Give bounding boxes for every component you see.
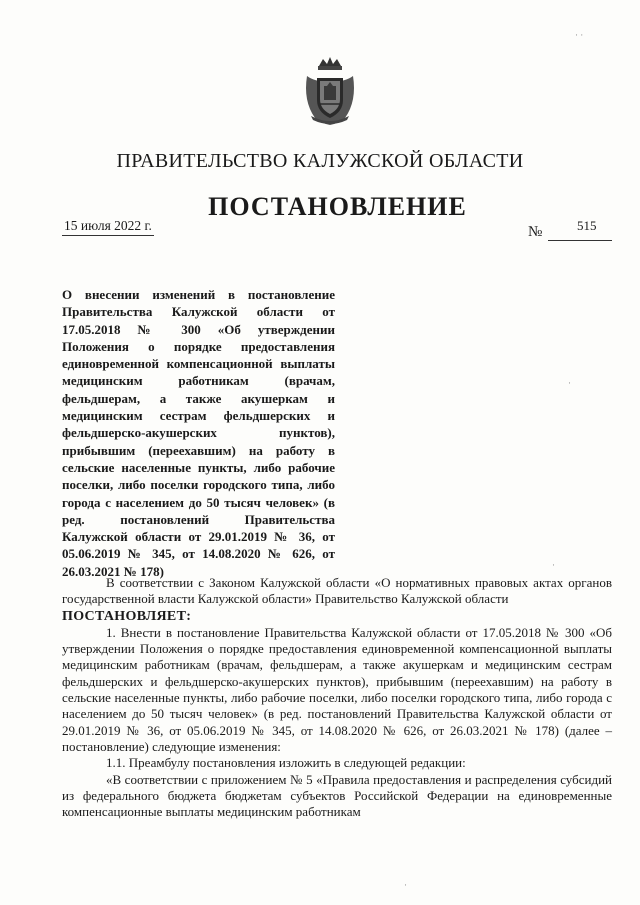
document-number: 515 (577, 218, 597, 233)
resolves-text: ПОСТАНОВЛЯЕТ: (62, 608, 192, 624)
government-title: ПРАВИТЕЛЬСТВО КАЛУЖСКОЙ ОБЛАСТИ (116, 150, 524, 172)
scan-speck: · · (575, 30, 584, 40)
document-date: 15 июля 2022 г. (62, 218, 154, 236)
scan-speck: · (404, 880, 407, 890)
quote-paragraph: «В соответствии с приложением № 5 «Правила предоставления и распределения субсидий из федерального бюджета бюджетам субъектов Российской Федерации на единовременные компенсационные выплаты медицинским работникам (62, 771, 612, 820)
document-kind: ПОСТАНОВЛЕНИЕ (208, 192, 467, 221)
scan-speck: · (552, 560, 555, 570)
preamble-paragraph (62, 575, 612, 608)
resolves-heading (62, 608, 612, 625)
coat-of-arms-emblem-icon (301, 56, 359, 126)
document-subject: О внесении изменений в постановление Правительства Калужской области от 17.05.2018 № 300 «Об утверждении Положения о порядке предоставления единовременной компенсационной выплаты медицинским работникам (врачам, фельдшерам, а также акушеркам и медицинским сестрам фельдшерских и фельдшерско-акушерских пунктов), прибывшим (переехавшим) на работу в сельские населенные пункты, либо рабочие поселки, либо поселки городского типа, либо города с населением до 50 тысяч человек» (в ред. постановлений Правительства Калужской области от 29.01.2019 № 36, от 05.06.2019 № 345, от 14.08.2020 № 626, от 26.03.2021 № 178) (62, 287, 335, 579)
document-number-label: № (528, 224, 543, 240)
scan-speck: · (568, 378, 571, 388)
preamble-text: В соответствии с Законом Калужской области «О нормативных правовых актах органов государственной власти Калужской области» Правительство Калужской области (62, 575, 612, 607)
document-number-line (548, 240, 612, 241)
item-1-1-paragraph: 1.1. Преамбулу постановления изложить в следующей редакции: (106, 755, 466, 771)
document-body (62, 575, 612, 820)
item-1-paragraph: 1. Внести в постановление Правительства Калужской области от 17.05.2018 № 300 «Об утверждении Положения о порядке предоставления единовременной компенсационной выплаты медицинским работникам (врачам, фельдшерам, а также акушеркам и медицинским сестрам фельдшерских и фельдшерско-акушерских пунктов), прибывшим (переехавшим) на работу в сельские населенные пункты, либо рабочие поселки, либо поселки городского типа, либо города с населением до 50 тысяч человек» (в ред. постановлений Правительства Калужской области от 29.01.2019 № 36, от 05.06.2019 № 345, от 14.08.2020 № 626, от 26.03.2021 № 178) (далее – постановление) следующие изменения: (62, 624, 612, 754)
